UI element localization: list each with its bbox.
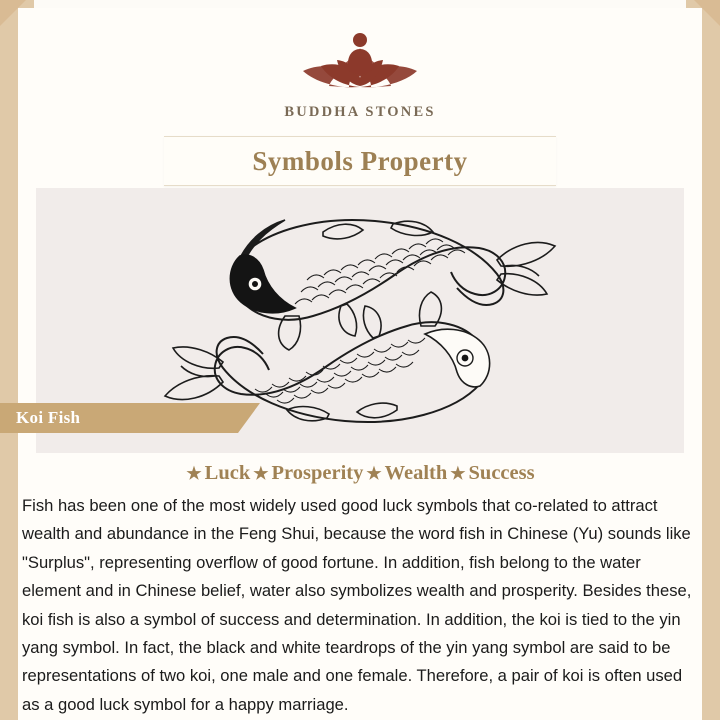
keyword-wealth: Wealth bbox=[384, 462, 448, 484]
keyword-list bbox=[18, 462, 702, 485]
image-caption-label: Koi Fish bbox=[16, 408, 81, 427]
star-icon: ★ bbox=[366, 463, 382, 483]
page-title-bar bbox=[164, 136, 556, 186]
description-paragraph: Fish has been one of the most widely used good luck symbols that co-related to attract wealth and abundance in the Feng Shui, because the word fish in Chinese (Yu) sounds like "Surplus", representing overflow of good fortune. In addition, fish belong to the water element and in Chinese belief, water also symbolizes wealth and prosperity. Besides these, koi fish is also a symbol of success and determination. In addition, the koi is tied to the yin yang symbol. In fact, the black and white teardrops of the yin yang symbol are said to be representations of two koi, one male and one female. Therefore, a pair of koi is often used as a good luck symbol for a happy marriage. bbox=[22, 496, 692, 714]
brand-name: BUDDHA STONES bbox=[284, 104, 436, 120]
star-icon: ★ bbox=[450, 463, 466, 483]
image-caption-tag bbox=[0, 403, 238, 433]
keyword-prosperity: Prosperity bbox=[271, 462, 364, 484]
page-title: Symbols Property bbox=[252, 145, 468, 176]
brand-logo bbox=[18, 24, 702, 121]
keyword-luck: Luck bbox=[204, 462, 251, 484]
lotus-meditation-icon bbox=[285, 24, 435, 96]
caption-notch bbox=[238, 403, 260, 433]
star-icon: ★ bbox=[253, 463, 269, 483]
keyword-success: Success bbox=[468, 462, 535, 484]
star-icon: ★ bbox=[186, 463, 202, 483]
